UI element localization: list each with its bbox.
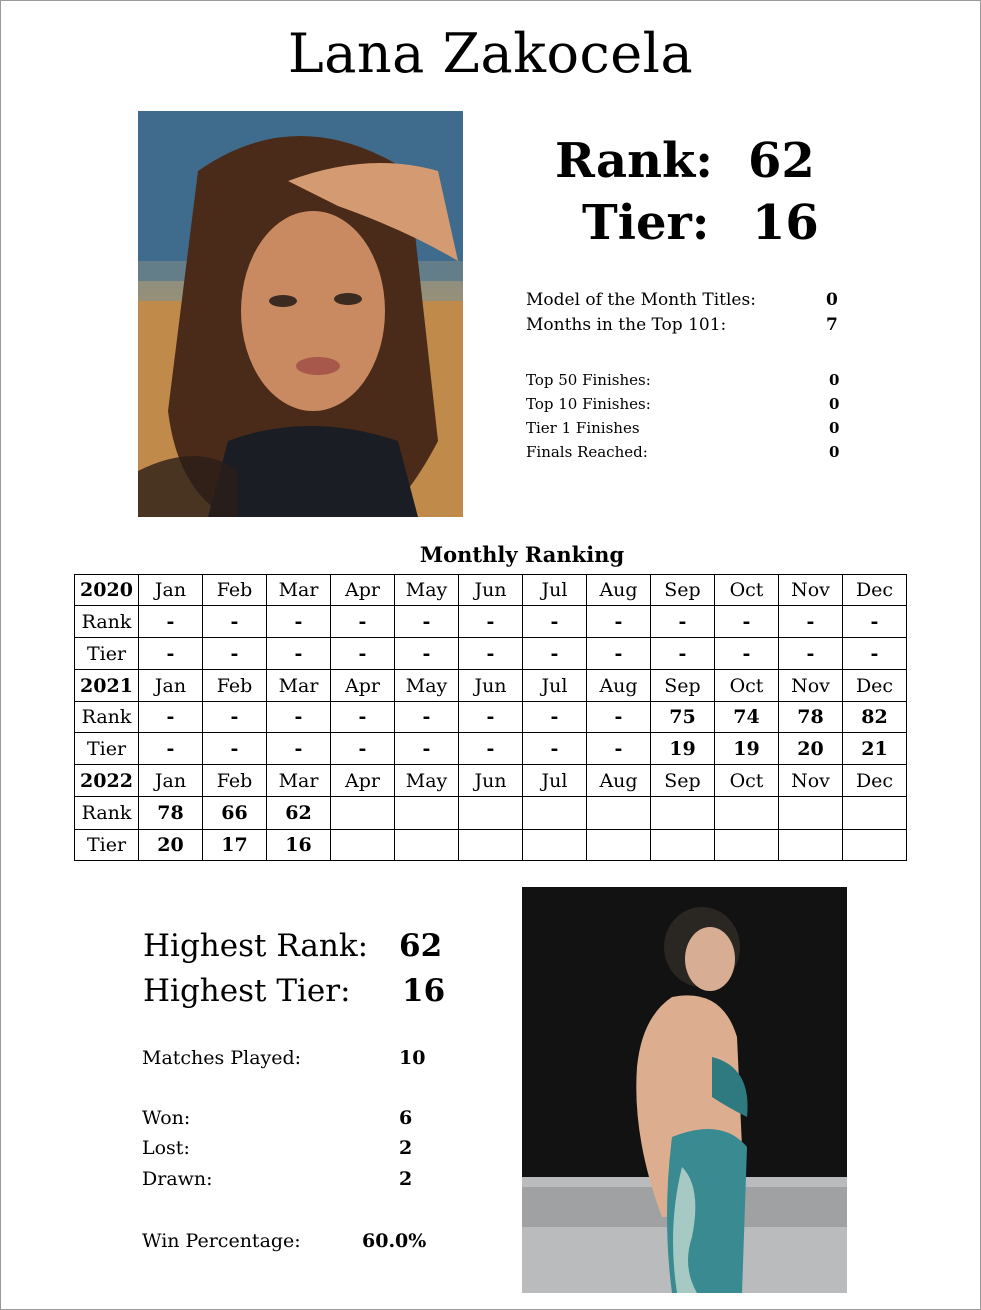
year-2022-header bbox=[75, 765, 907, 797]
year-2020-rank-row-cell-jun: - bbox=[459, 606, 523, 638]
year-2022-rank-row-cell-jan: 78 bbox=[139, 797, 203, 830]
year-2020-tier-row-cell-jun: - bbox=[459, 638, 523, 670]
motm-titles-value: 0 bbox=[826, 290, 838, 310]
year-2021-tier-row-cell-jun: - bbox=[459, 733, 523, 765]
year-2020-header-cell-oct: Oct bbox=[715, 575, 779, 606]
year-2020-tier-row-label: Tier bbox=[75, 638, 139, 670]
highest-rank-value: 62 bbox=[399, 928, 443, 964]
year-2022-tier-row-cell-feb: 17 bbox=[203, 830, 267, 861]
year-2020-tier-row-cell-feb: - bbox=[203, 638, 267, 670]
year-2021-tier-row-cell-jan: - bbox=[139, 733, 203, 765]
months-top101-label: Months in the Top 101: bbox=[526, 315, 727, 335]
year-2022-header-cell-sep: Sep bbox=[651, 765, 715, 797]
year-2022-header-cell-jan: Jan bbox=[139, 765, 203, 797]
lost-value: 2 bbox=[399, 1137, 413, 1159]
year-2021-header-cell-jul: Jul bbox=[523, 670, 587, 702]
year-2022-tier-row-cell-sep bbox=[651, 830, 715, 861]
year-2020-rank-row-cell-oct: - bbox=[715, 606, 779, 638]
year-2020-header-cell-mar: Mar bbox=[267, 575, 331, 606]
year-2022-rank-row-cell-may bbox=[395, 797, 459, 830]
year-2022-rank-row-cell-aug bbox=[587, 797, 651, 830]
year-2022-rank-row-cell-feb: 66 bbox=[203, 797, 267, 830]
year-2020-header-cell-aug: Aug bbox=[587, 575, 651, 606]
year-2021-rank-row-label: Rank bbox=[75, 702, 139, 733]
year-2021-tier-row-label: Tier bbox=[75, 733, 139, 765]
year-2021-rank-row-cell-nov: 78 bbox=[779, 702, 843, 733]
year-2021-tier-row-cell-sep: 19 bbox=[651, 733, 715, 765]
year-2021-header-label: 2021 bbox=[75, 670, 139, 702]
drawn-label: Drawn: bbox=[142, 1168, 213, 1190]
year-2022-rank-row-cell-dec bbox=[843, 797, 907, 830]
model-name: Lana Zakocela bbox=[287, 22, 694, 85]
rank-value: 62 bbox=[748, 133, 815, 189]
monthly-ranking-table bbox=[74, 574, 907, 861]
year-2021-rank-row-cell-feb: - bbox=[203, 702, 267, 733]
year-2021-rank-row-cell-jun: - bbox=[459, 702, 523, 733]
year-2021-tier-row-cell-oct: 19 bbox=[715, 733, 779, 765]
year-2021-header-cell-jan: Jan bbox=[139, 670, 203, 702]
year-2021-rank-row-cell-jan: - bbox=[139, 702, 203, 733]
year-2022-header-cell-apr: Apr bbox=[331, 765, 395, 797]
year-2022-tier-row-label: Tier bbox=[75, 830, 139, 861]
year-2020-rank-row-cell-aug: - bbox=[587, 606, 651, 638]
year-2020-rank-row-cell-jan: - bbox=[139, 606, 203, 638]
year-2021-tier-row-cell-nov: 20 bbox=[779, 733, 843, 765]
year-2021-rank-row-cell-sep: 75 bbox=[651, 702, 715, 733]
year-2022-header-cell-mar: Mar bbox=[267, 765, 331, 797]
year-2022-tier-row-cell-jul bbox=[523, 830, 587, 861]
year-2022-header-cell-aug: Aug bbox=[587, 765, 651, 797]
year-2021-rank-row-cell-jul: - bbox=[523, 702, 587, 733]
win-pct-label: Win Percentage: bbox=[142, 1230, 301, 1252]
year-2021-tier-row bbox=[75, 733, 907, 765]
year-2020-tier-row-cell-sep: - bbox=[651, 638, 715, 670]
finals-value: 0 bbox=[829, 443, 840, 461]
year-2022-header-label: 2022 bbox=[75, 765, 139, 797]
tier1-label: Tier 1 Finishes bbox=[526, 419, 640, 437]
year-2020-tier-row-cell-may: - bbox=[395, 638, 459, 670]
year-2020-header-cell-feb: Feb bbox=[203, 575, 267, 606]
win-pct-value: 60.0% bbox=[362, 1230, 427, 1252]
year-2021-tier-row-cell-aug: - bbox=[587, 733, 651, 765]
year-2021-tier-row-cell-jul: - bbox=[523, 733, 587, 765]
fullbody-photo bbox=[522, 887, 847, 1293]
year-2022-tier-row-cell-mar: 16 bbox=[267, 830, 331, 861]
year-2022-rank-row-cell-apr bbox=[331, 797, 395, 830]
year-2022-rank-row-cell-jul bbox=[523, 797, 587, 830]
year-2020-header-cell-apr: Apr bbox=[331, 575, 395, 606]
year-2020-rank-row-cell-sep: - bbox=[651, 606, 715, 638]
year-2021-header-cell-feb: Feb bbox=[203, 670, 267, 702]
year-2022-rank-row-cell-jun bbox=[459, 797, 523, 830]
year-2022-rank-row-cell-nov bbox=[779, 797, 843, 830]
top10-value: 0 bbox=[829, 395, 840, 413]
year-2020-rank-row-cell-mar: - bbox=[267, 606, 331, 638]
tier-label: Tier: bbox=[582, 195, 710, 251]
matches-value: 10 bbox=[399, 1047, 426, 1069]
year-2020-rank-row-label: Rank bbox=[75, 606, 139, 638]
top50-value: 0 bbox=[829, 371, 840, 389]
year-2021-header-cell-dec: Dec bbox=[843, 670, 907, 702]
year-2022-tier-row-cell-jan: 20 bbox=[139, 830, 203, 861]
year-2020-rank-row-cell-nov: - bbox=[779, 606, 843, 638]
year-2020-tier-row-cell-aug: - bbox=[587, 638, 651, 670]
year-2020-header-cell-jul: Jul bbox=[523, 575, 587, 606]
year-2020-tier-row-cell-oct: - bbox=[715, 638, 779, 670]
year-2021-header-cell-apr: Apr bbox=[331, 670, 395, 702]
year-2020-rank-row-cell-jul: - bbox=[523, 606, 587, 638]
monthly-ranking-title: Monthly Ranking bbox=[419, 542, 625, 567]
year-2020-header-label: 2020 bbox=[75, 575, 139, 606]
year-2021-tier-row-cell-may: - bbox=[395, 733, 459, 765]
year-2022-rank-row-cell-mar: 62 bbox=[267, 797, 331, 830]
months-top101-value: 7 bbox=[826, 315, 838, 335]
year-2022-tier-row-cell-jun bbox=[459, 830, 523, 861]
year-2022-tier-row-cell-nov bbox=[779, 830, 843, 861]
year-2020-header-cell-may: May bbox=[395, 575, 459, 606]
portrait-photo bbox=[138, 111, 463, 517]
year-2020-header-cell-nov: Nov bbox=[779, 575, 843, 606]
year-2022-tier-row-cell-dec bbox=[843, 830, 907, 861]
won-label: Won: bbox=[142, 1107, 191, 1129]
year-2021-header bbox=[75, 670, 907, 702]
year-2022-header-cell-jun: Jun bbox=[459, 765, 523, 797]
year-2022-header-cell-dec: Dec bbox=[843, 765, 907, 797]
year-2020-header-cell-jan: Jan bbox=[139, 575, 203, 606]
matches-label: Matches Played: bbox=[142, 1047, 302, 1069]
year-2022-tier-row-cell-apr bbox=[331, 830, 395, 861]
tier1-value: 0 bbox=[829, 419, 840, 437]
year-2022-tier-row-cell-may bbox=[395, 830, 459, 861]
tier-value: 16 bbox=[752, 195, 819, 251]
year-2022-rank-row bbox=[75, 797, 907, 830]
year-2020-header bbox=[75, 575, 907, 606]
year-2021-header-cell-may: May bbox=[395, 670, 459, 702]
year-2022-tier-row-cell-aug bbox=[587, 830, 651, 861]
year-2022-header-cell-may: May bbox=[395, 765, 459, 797]
year-2022-rank-row-cell-oct bbox=[715, 797, 779, 830]
year-2020-rank-row bbox=[75, 606, 907, 638]
year-2021-rank-row-cell-mar: - bbox=[267, 702, 331, 733]
year-2020-tier-row-cell-mar: - bbox=[267, 638, 331, 670]
year-2020-header-cell-jun: Jun bbox=[459, 575, 523, 606]
year-2021-header-cell-oct: Oct bbox=[715, 670, 779, 702]
year-2021-rank-row-cell-may: - bbox=[395, 702, 459, 733]
year-2020-rank-row-cell-dec: - bbox=[843, 606, 907, 638]
motm-titles-label: Model of the Month Titles: bbox=[526, 290, 756, 310]
year-2020-rank-row-cell-apr: - bbox=[331, 606, 395, 638]
year-2021-header-cell-jun: Jun bbox=[459, 670, 523, 702]
year-2021-header-cell-aug: Aug bbox=[587, 670, 651, 702]
year-2022-header-cell-feb: Feb bbox=[203, 765, 267, 797]
year-2021-header-cell-mar: Mar bbox=[267, 670, 331, 702]
won-value: 6 bbox=[399, 1107, 413, 1129]
drawn-value: 2 bbox=[399, 1168, 413, 1190]
year-2021-rank-row-cell-oct: 74 bbox=[715, 702, 779, 733]
year-2020-tier-row-cell-apr: - bbox=[331, 638, 395, 670]
year-2022-rank-row-cell-sep bbox=[651, 797, 715, 830]
year-2021-rank-row-cell-dec: 82 bbox=[843, 702, 907, 733]
year-2020-rank-row-cell-feb: - bbox=[203, 606, 267, 638]
year-2022-header-cell-oct: Oct bbox=[715, 765, 779, 797]
year-2020-tier-row-cell-jul: - bbox=[523, 638, 587, 670]
year-2020-tier-row-cell-nov: - bbox=[779, 638, 843, 670]
year-2022-header-cell-nov: Nov bbox=[779, 765, 843, 797]
year-2020-tier-row bbox=[75, 638, 907, 670]
year-2021-rank-row bbox=[75, 702, 907, 733]
highest-tier-value: 16 bbox=[402, 973, 446, 1009]
year-2020-rank-row-cell-may: - bbox=[395, 606, 459, 638]
year-2020-tier-row-cell-jan: - bbox=[139, 638, 203, 670]
year-2021-tier-row-cell-mar: - bbox=[267, 733, 331, 765]
finals-label: Finals Reached: bbox=[526, 443, 648, 461]
year-2021-rank-row-cell-aug: - bbox=[587, 702, 651, 733]
year-2021-tier-row-cell-dec: 21 bbox=[843, 733, 907, 765]
highest-rank-label: Highest Rank: bbox=[143, 928, 369, 964]
year-2022-header-cell-jul: Jul bbox=[523, 765, 587, 797]
rank-label: Rank: bbox=[555, 133, 713, 189]
top10-label: Top 10 Finishes: bbox=[526, 395, 651, 413]
year-2021-tier-row-cell-apr: - bbox=[331, 733, 395, 765]
top50-label: Top 50 Finishes: bbox=[526, 371, 651, 389]
highest-tier-label: Highest Tier: bbox=[143, 973, 351, 1009]
lost-label: Lost: bbox=[142, 1137, 190, 1159]
year-2021-header-cell-sep: Sep bbox=[651, 670, 715, 702]
year-2020-tier-row-cell-dec: - bbox=[843, 638, 907, 670]
year-2021-header-cell-nov: Nov bbox=[779, 670, 843, 702]
year-2021-tier-row-cell-feb: - bbox=[203, 733, 267, 765]
year-2020-header-cell-sep: Sep bbox=[651, 575, 715, 606]
year-2022-tier-row bbox=[75, 830, 907, 861]
year-2020-header-cell-dec: Dec bbox=[843, 575, 907, 606]
year-2021-rank-row-cell-apr: - bbox=[331, 702, 395, 733]
year-2022-tier-row-cell-oct bbox=[715, 830, 779, 861]
year-2022-rank-row-label: Rank bbox=[75, 797, 139, 830]
